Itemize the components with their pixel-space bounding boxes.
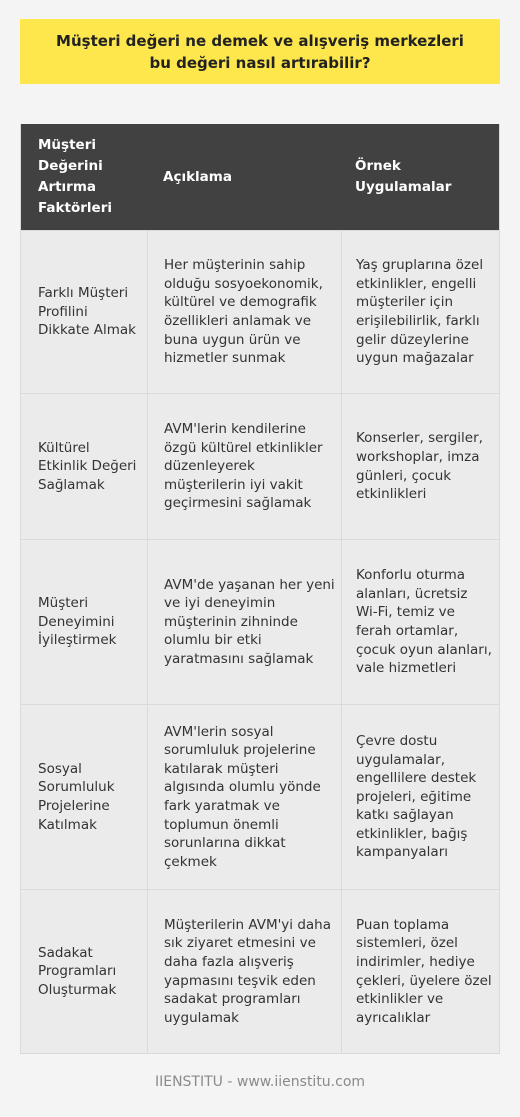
- examples-cell: [341, 705, 499, 889]
- header-label-description: Açıklama: [163, 168, 232, 185]
- description-text: AVM'lerin sosyal sorumluluk projelerine katılarak müşteri algısında olumlu yönde fark yaratmak ve toplumun önemli sorunlarına dikkat çekmek: [164, 723, 321, 870]
- description-cell: [147, 540, 341, 704]
- factor-cell: [21, 394, 147, 539]
- table-row: [21, 393, 499, 539]
- examples-text: Yaş gruplarına özel etkinlikler, engelli müşteriler için erişilebilirlik, farklı gelir düzeylerine uygun mağazalar: [356, 257, 484, 367]
- description-text: AVM'de yaşanan her yeni ve iyi deneyimin müşterinin zihninde olumlu bir etki yaratmasını sağlamak: [164, 576, 335, 667]
- examples-cell: [341, 890, 499, 1053]
- table-row: [21, 539, 499, 704]
- description-text: AVM'lerin kendilerine özgü kültürel etkinlikler düzenleyerek müşterilerin iyi vakit geçirmesini sağlamak: [164, 421, 323, 512]
- examples-text: Konserler, sergiler, workshoplar, imza günleri, çocuk etkinlikleri: [356, 430, 483, 503]
- table-row: [21, 704, 499, 889]
- factor-cell: [21, 231, 147, 393]
- header-cell-examples: [341, 124, 499, 230]
- footer-credit: IIENSTITU - www.iienstitu.com: [154, 1074, 366, 1090]
- table-row: [21, 889, 499, 1053]
- factor-text: Kültürel Etkinlik Değeri Sağlamak: [38, 439, 137, 493]
- factor-cell: [21, 890, 147, 1053]
- description-text: Müşterilerin AVM'yi daha sık ziyaret etmesini ve daha fazla alışveriş yapmasını teşvik eden sadakat programları uygulamak: [164, 916, 332, 1026]
- factor-cell: [21, 705, 147, 889]
- table-header-row: [21, 124, 499, 230]
- factor-text: Müşteri Deneyimini İyileştirmek: [38, 595, 117, 649]
- factor-text: Sosyal Sorumluluk Projelerine Katılmak: [38, 760, 115, 833]
- header-label-factors: Müşteri Değerini Artırma Faktörleri: [38, 137, 112, 216]
- title-banner: [20, 19, 500, 84]
- factor-text: Farklı Müşteri Profilini Dikkate Almak: [38, 285, 136, 339]
- description-cell: [147, 890, 341, 1053]
- description-cell: [147, 705, 341, 889]
- header-cell-factors: [21, 124, 147, 230]
- factor-text: Sadakat Programları Oluşturmak: [38, 944, 117, 998]
- page-title: Müşteri değeri ne demek ve alışveriş merkezleri bu değeri nasıl artırabilir?: [56, 31, 464, 72]
- header-label-examples: Örnek Uygulamalar: [355, 158, 452, 195]
- comparison-table: [20, 124, 500, 1054]
- factor-cell: [21, 540, 147, 704]
- examples-text: Puan toplama sistemleri, özel indirimler, hediye çekleri, üyelere özel etkinlikler ve ayrıcalıklar: [356, 916, 492, 1026]
- examples-text: Çevre dostu uygulamalar, engellilere destek projeleri, eğitime katkı sağlayan etkinlikler, bağış kampanyaları: [356, 732, 477, 861]
- description-text: Her müşterinin sahip olduğu sosyoekonomik, kültürel ve demografik özellikleri anlamak ve buna uygun ürün ve hizmetler sunmak: [164, 257, 323, 367]
- examples-cell: [341, 231, 499, 393]
- table-row: [21, 230, 499, 393]
- description-cell: [147, 231, 341, 393]
- examples-text: Konforlu oturma alanları, ücretsiz Wi-Fi, temiz ve ferah ortamlar, çocuk oyun alanları, vale hizmetleri: [356, 567, 492, 677]
- examples-cell: [341, 394, 499, 539]
- header-cell-description: [147, 124, 341, 230]
- examples-cell: [341, 540, 499, 704]
- description-cell: [147, 394, 341, 539]
